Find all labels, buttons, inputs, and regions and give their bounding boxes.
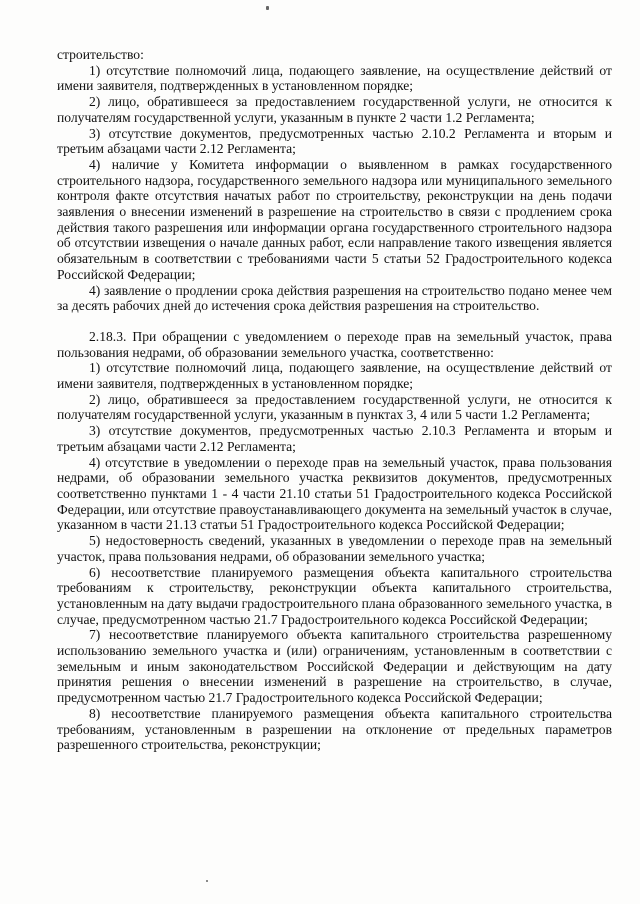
scan-speck-top (266, 6, 269, 10)
section-2-18-3-item-5: 5) недостоверность сведений, указанных в уведомлении о переходе прав на земельный участок, права пользования недрами, об образовании земельного участка; (57, 533, 612, 564)
section-2-18-3-item-7: 7) несоответствие планируемого объекта капитального строительства разрешенному использованию земельного участка и (или) ограничениям, установленным в соответствии с земельным и иным законодательством Российской Федерации и действующим на дату принятия решения о внесении изменений в разрешение на строительство, в случае, предусмотренном частью 21.7 Градостроительного кодекса Российской Федерации; (57, 627, 612, 706)
paragraph-continuation: строительство: (57, 47, 144, 62)
paragraph-item-2: 2) лицо, обратившееся за предоставлением государственной услуги, не относится к получателям государственной услуги, указанным в пункте 2 части 1.2 Регламента; (57, 94, 612, 125)
paragraph-item-3: 3) отсутствие документов, предусмотренных частью 2.10.2 Регламента и вторым и третьим абзацами части 2.12 Регламента; (57, 125, 612, 157)
section-2-18-3-item-3: 3) отсутствие документов, предусмотренных частью 2.10.3 Регламента и вторым и третьим абзацами части 2.12 Регламента; (57, 423, 612, 454)
paragraph-item-4-second: 4) заявление о продлении срока действия разрешения на строительство подано менее чем за десять рабочих дней до истечения срока действия разрешения на строительство. (57, 282, 612, 314)
section-2-18-3-item-8: 8) несоответствие планируемого размещения объекта капитального строительства требованиям, установленным в разрешении на отклонение от предельных параметров разрешенного строительства, реконструкции; (57, 705, 612, 753)
paragraph-item-4: 4) наличие у Комитета информации о выявленном в рамках государственного строительного надзора, государственного земельного надзора или муниципального земельного контроля факте отсутствия начатых работ по строительству, реконструкции на день подачи заявления о внесении изменений в разрешение на строительство в связи с продлением срока действия такого разрешения или информации органа государственного строительного надзора об отсутствии извещения о начале данных работ, если направление такого извещения является обязательным в соответствии с требованиями части 5 статьи 52 Градостроительного кодекса Российской Федерации; (57, 156, 612, 282)
paragraph-item-1: 1) отсутствие полномочий лица, подающего заявление, на осуществление действий от имени заявителя, подтвержденных в установленном порядке; (57, 62, 612, 94)
section-2-18-3-item-4: 4) отсутствие в уведомлении о переходе прав на земельный участок, права пользования недрами, об образовании земельного участка реквизитов документов, предусмотренных соответственно пунктами 1 - 4 части 21.10 статьи 51 Градостроительного кодекса Российской Федерации, или отсутствие правоустанавливающего документа на земельный участок в случае, указанном в части 21.13 статьи 51 Градостроительного кодекса Российской Федерации; (57, 454, 612, 533)
section-2-18-3-item-6: 6) несоответствие планируемого размещения объекта капитального строительства требованиям к строительству, реконструкции объекта капитального строительства, установленным на дату выдачи градостроительного плана образованного земельного участка, в случае, предусмотренном частью 21.7 Градостроительного кодекса Российской Федерации; (57, 564, 612, 627)
scan-speck-bottom (206, 880, 208, 882)
section-2-18-3-item-2: 2) лицо, обратившееся за предоставлением государственной услуги, не относится к получателям государственной услуги, указанным в пунктах 3, 4 или 5 части 1.2 Регламента; (57, 391, 612, 423)
document-body (57, 47, 612, 753)
section-2-18-3-heading: 2.18.3. При обращении с уведомлением о переходе прав на земельный участок, права пользования недрами, об образовании земельного участка, соответственно: (57, 328, 612, 360)
section-2-18-3-item-1: 1) отсутствие полномочий лица, подающего заявление, на осуществление действий от имени заявителя, подтвержденных в установленном порядке; (57, 360, 612, 392)
